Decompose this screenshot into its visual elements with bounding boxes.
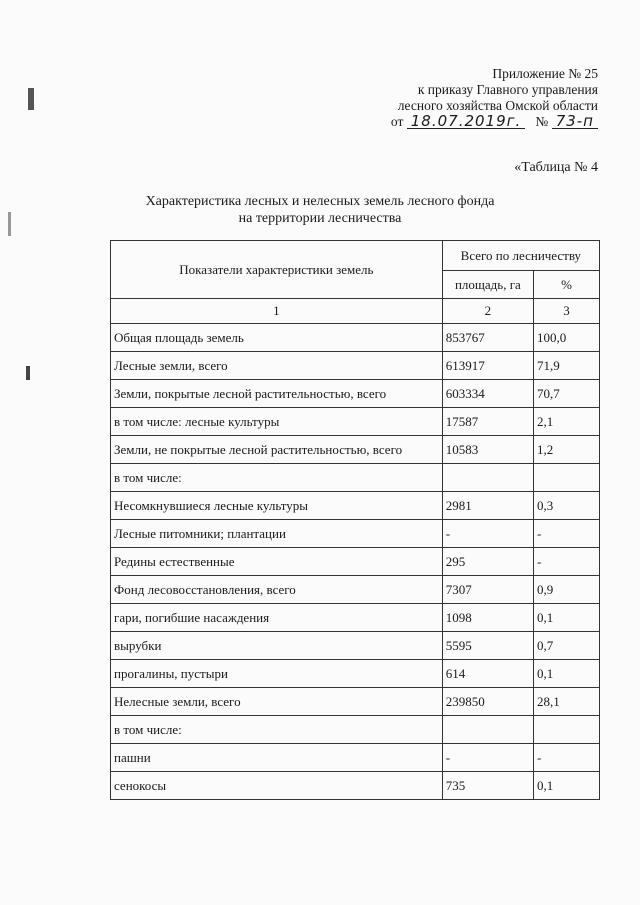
row-area: 853767 bbox=[442, 324, 533, 352]
row-percent: 0,1 bbox=[534, 660, 600, 688]
row-area: - bbox=[442, 744, 533, 772]
row-label: Фонд лесовосстановления, всего bbox=[111, 576, 443, 604]
table-row bbox=[111, 436, 600, 464]
table-row bbox=[111, 744, 600, 772]
row-label: гари, погибшие насаждения bbox=[111, 604, 443, 632]
scan-artifact bbox=[28, 88, 34, 110]
row-area: 613917 bbox=[442, 352, 533, 380]
column-number: 3 bbox=[534, 299, 600, 324]
date-prefix: от bbox=[390, 114, 404, 129]
table-row bbox=[111, 408, 600, 436]
row-percent: - bbox=[534, 744, 600, 772]
row-label: в том числе: лесные культуры bbox=[111, 408, 443, 436]
appendix-line-1: Приложение № 25 bbox=[492, 66, 598, 81]
page-title bbox=[0, 193, 640, 227]
row-area: 17587 bbox=[442, 408, 533, 436]
column-number: 1 bbox=[111, 299, 443, 324]
number-prefix: № bbox=[535, 114, 549, 129]
row-area: 2981 bbox=[442, 492, 533, 520]
row-label: Редины естественные bbox=[111, 548, 443, 576]
row-percent: 2,1 bbox=[534, 408, 600, 436]
row-label: сенокосы bbox=[111, 772, 443, 800]
column-number: 2 bbox=[442, 299, 533, 324]
title-line-1: Характеристика лесных и нелесных земель лесного фонда bbox=[145, 194, 495, 209]
table-row bbox=[111, 688, 600, 716]
row-area bbox=[442, 464, 533, 492]
appendix-line-2: к приказу Главного управления bbox=[417, 82, 598, 97]
order-number: 73-п bbox=[552, 114, 598, 129]
row-percent: 0,9 bbox=[534, 576, 600, 604]
row-label: Лесные земли, всего bbox=[111, 352, 443, 380]
row-area: 5595 bbox=[442, 632, 533, 660]
row-percent: 71,9 bbox=[534, 352, 600, 380]
row-label: Нелесные земли, всего bbox=[111, 688, 443, 716]
header-total: Всего по лесничеству bbox=[442, 241, 599, 271]
table-row bbox=[111, 632, 600, 660]
row-label: в том числе: bbox=[111, 464, 443, 492]
row-label: прогалины, пустыри bbox=[111, 660, 443, 688]
row-percent: 0,1 bbox=[534, 604, 600, 632]
row-area: 1098 bbox=[442, 604, 533, 632]
row-percent: 0,7 bbox=[534, 632, 600, 660]
row-label: Лесные питомники; плантации bbox=[111, 520, 443, 548]
row-percent: - bbox=[534, 520, 600, 548]
order-date: 18.07.2019г. bbox=[407, 114, 526, 129]
table-row bbox=[111, 352, 600, 380]
table-row bbox=[111, 380, 600, 408]
title-line-2: на территории лесничества bbox=[238, 211, 402, 226]
header-percent: % bbox=[534, 271, 600, 299]
appendix-line-3: лесного хозяйства Омской области bbox=[397, 98, 598, 113]
header-indicator: Показатели характеристики земель bbox=[111, 241, 443, 299]
row-area bbox=[442, 716, 533, 744]
table-row bbox=[111, 464, 600, 492]
table-row bbox=[111, 604, 600, 632]
table-caption: «Таблица № 4 bbox=[514, 160, 598, 175]
row-percent: 70,7 bbox=[534, 380, 600, 408]
table-row bbox=[111, 576, 600, 604]
table-row bbox=[111, 660, 600, 688]
scan-artifact bbox=[26, 366, 30, 380]
row-area: 735 bbox=[442, 772, 533, 800]
row-label: пашни bbox=[111, 744, 443, 772]
row-percent: 100,0 bbox=[534, 324, 600, 352]
row-percent: 28,1 bbox=[534, 688, 600, 716]
table-row bbox=[111, 520, 600, 548]
row-label: Земли, покрытые лесной растительностью, всего bbox=[111, 380, 443, 408]
row-percent: 1,2 bbox=[534, 436, 600, 464]
row-label: Общая площадь земель bbox=[111, 324, 443, 352]
row-area: - bbox=[442, 520, 533, 548]
row-percent: 0,3 bbox=[534, 492, 600, 520]
row-area: 239850 bbox=[442, 688, 533, 716]
row-area: 614 bbox=[442, 660, 533, 688]
order-date-line bbox=[391, 114, 598, 130]
row-percent bbox=[534, 716, 600, 744]
row-area: 603334 bbox=[442, 380, 533, 408]
row-area: 10583 bbox=[442, 436, 533, 464]
table-row bbox=[111, 772, 600, 800]
row-percent: - bbox=[534, 548, 600, 576]
row-percent bbox=[534, 464, 600, 492]
table-row bbox=[111, 324, 600, 352]
row-label: Земли, не покрытые лесной растительностью, всего bbox=[111, 436, 443, 464]
row-label: вырубки bbox=[111, 632, 443, 660]
table-row bbox=[111, 716, 600, 744]
appendix-header bbox=[391, 66, 598, 130]
table-row bbox=[111, 548, 600, 576]
row-area: 7307 bbox=[442, 576, 533, 604]
header-area: площадь, га bbox=[442, 271, 533, 299]
table-row bbox=[111, 492, 600, 520]
row-percent: 0,1 bbox=[534, 772, 600, 800]
land-characteristics-table bbox=[110, 240, 600, 800]
row-area: 295 bbox=[442, 548, 533, 576]
row-label: в том числе: bbox=[111, 716, 443, 744]
row-label: Несомкнувшиеся лесные культуры bbox=[111, 492, 443, 520]
